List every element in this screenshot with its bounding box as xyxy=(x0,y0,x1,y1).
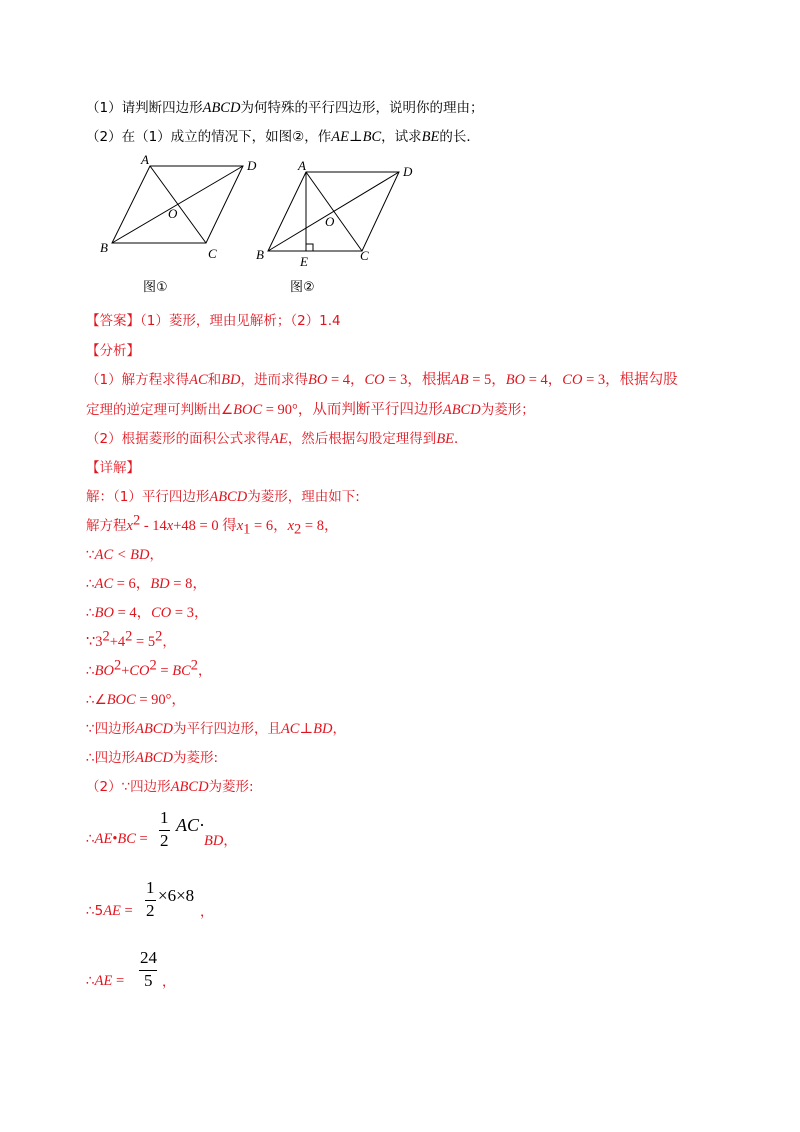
figure-2-label-c: C xyxy=(360,248,369,263)
superscript: 2 xyxy=(155,628,163,645)
text: 为菱形: xyxy=(172,750,219,766)
math-co: CO xyxy=(364,372,385,388)
math-product: ×6×8 xyxy=(158,886,195,905)
detail-step-4 xyxy=(86,575,207,593)
fraction-denominator: 2 xyxy=(160,831,169,850)
detail-step-14-comma: ， xyxy=(162,974,176,990)
text: - 14 xyxy=(140,518,167,534)
detail-step-3 xyxy=(86,546,163,564)
text: ， xyxy=(332,721,346,737)
math-ae-bc: AE•BC xyxy=(94,831,136,847)
subscript: 1 xyxy=(243,521,251,538)
text: = xyxy=(135,831,148,847)
text: = 90°， xyxy=(135,692,186,708)
math-ae: AE xyxy=(103,903,121,919)
text: （2）∵四边形 xyxy=(86,779,171,795)
math-x: x xyxy=(166,518,174,534)
answer-line xyxy=(86,312,341,330)
subscript: 2 xyxy=(294,521,302,538)
figure-1 xyxy=(112,166,243,243)
text: 和 xyxy=(207,372,222,388)
superscript: 2 xyxy=(113,657,122,674)
text: 解方程 xyxy=(86,518,127,534)
math-abcd: ABCD xyxy=(209,489,248,505)
math-co: CO xyxy=(129,663,150,679)
detail-step-6 xyxy=(86,628,176,651)
text: ∴四边形 xyxy=(86,750,136,766)
math-boc: BOC xyxy=(106,692,136,708)
text: ∴ xyxy=(86,576,95,592)
detail-step-1 xyxy=(86,488,360,506)
text: + xyxy=(121,663,130,679)
question-2-be: BE xyxy=(421,129,440,145)
text: ∵四边形 xyxy=(86,721,136,737)
detail-step-11 xyxy=(86,778,254,796)
text: ， xyxy=(162,634,176,650)
superscript: 2 xyxy=(102,628,110,645)
text: 为平行四边形，且 xyxy=(172,721,281,737)
detail-step-13-comma: ， xyxy=(200,904,214,920)
answer-tag: 【答案】 xyxy=(86,313,140,329)
detail-tag: 【详解】 xyxy=(86,460,140,476)
text: = 4， xyxy=(113,605,152,621)
math-x: x xyxy=(126,518,133,534)
text: ，然后根据勾股定理得到 xyxy=(287,431,437,447)
math-abcd: ABCD xyxy=(170,779,209,795)
text: 为菱形，理由如下: xyxy=(247,489,360,505)
text: ∴ xyxy=(86,831,95,847)
text: 为菱形； xyxy=(480,402,535,418)
text: 解：（1）平行四边形 xyxy=(86,489,210,505)
fraction-denominator: 2 xyxy=(146,901,155,920)
text: ， xyxy=(149,547,163,563)
figure-1-label-b: B xyxy=(100,240,108,255)
text: ， xyxy=(198,663,212,679)
superscript: 2 xyxy=(190,657,198,674)
math-ac: AC xyxy=(176,815,200,835)
text: = 8， xyxy=(169,576,207,592)
superscript: 2 xyxy=(132,512,141,529)
figure-2-label-d: D xyxy=(403,164,413,179)
figure-2-label-o: O xyxy=(325,214,335,229)
detail-step-7 xyxy=(86,657,212,680)
text: （1）解方程求得 xyxy=(86,372,190,388)
text: = 3，根据勾股 xyxy=(582,372,678,388)
detail-step-9 xyxy=(86,720,346,738)
figure-2-diagonal-bd xyxy=(268,172,399,251)
figure-1-label-c: C xyxy=(208,246,217,261)
text: ，进而求得 xyxy=(240,372,308,388)
text: 定理的逆定理可判断出∠ xyxy=(86,402,234,418)
text: ． xyxy=(454,431,468,447)
figure-2-right-angle-mark xyxy=(306,244,313,251)
question-2 xyxy=(86,128,480,146)
text: = 5， xyxy=(468,372,506,388)
text: = xyxy=(112,973,125,989)
math-ab: AB xyxy=(450,372,469,388)
math-ac-lt-bd: AC < BD xyxy=(94,547,150,563)
detail-step-5 xyxy=(86,604,208,622)
text: ∵ xyxy=(86,547,95,563)
text: ∴ xyxy=(86,973,95,989)
superscript: 2 xyxy=(125,628,133,645)
geometry-figures xyxy=(90,150,430,275)
text: = xyxy=(156,663,173,679)
math-ae: AE xyxy=(94,973,113,989)
figure-1-label-o: O xyxy=(168,206,178,221)
question-1-text: （1）请判断四边形 xyxy=(86,100,203,116)
question-2-ae-bc: AE⊥BC xyxy=(331,129,382,145)
question-2-text: （2）在（1）成立的情况下，如图②，作 xyxy=(86,129,332,145)
answer-text: （1）菱形，理由见解析；（2）1.4 xyxy=(140,313,341,329)
question-1 xyxy=(86,99,483,117)
text: （2）根据菱形的面积公式求得 xyxy=(86,431,271,447)
analysis-line-1 xyxy=(86,371,678,389)
text: ， xyxy=(223,833,237,849)
detail-step-12 xyxy=(86,830,148,848)
text: = 8， xyxy=(301,518,339,534)
figure-2-label-a: A xyxy=(298,158,306,173)
math-bo: BO xyxy=(94,663,114,679)
math-dot: · xyxy=(199,815,206,835)
math-bo: BO xyxy=(505,372,526,388)
math-abcd: ABCD xyxy=(442,402,481,418)
math-ae: AE xyxy=(270,431,288,447)
question-2-mid: ，试求 xyxy=(381,129,422,145)
math-ac: AC xyxy=(189,372,208,388)
detail-step-13 xyxy=(86,902,133,920)
math-x2: x xyxy=(287,518,295,534)
fraction-numerator: 1 xyxy=(160,808,169,827)
math-co: CO xyxy=(562,372,583,388)
math-boc: BOC xyxy=(233,402,263,418)
text: = 90°，从而判断平行四边形 xyxy=(262,402,443,418)
figure-2-label-e: E xyxy=(300,254,308,269)
analysis-line-2 xyxy=(86,401,535,419)
detail-step-12-tail xyxy=(204,832,237,850)
detail-step-10 xyxy=(86,749,218,767)
math-bc: BC xyxy=(172,663,191,679)
question-1-suffix: 为何特殊的平行四边形，说明你的理由； xyxy=(240,100,484,116)
text: = xyxy=(120,903,133,919)
figure-1-label-a: A xyxy=(141,152,149,167)
superscript: 2 xyxy=(149,657,157,674)
math-abcd: ABCD xyxy=(135,721,173,737)
detail-step-14 xyxy=(86,972,124,990)
figure-2-caption: 图② xyxy=(290,280,315,295)
figure-1-caption: 图① xyxy=(143,280,168,295)
math-x1: x xyxy=(236,518,244,534)
question-1-abcd: ABCD xyxy=(202,100,241,116)
text: ∴5 xyxy=(86,903,104,919)
math-bo: BO xyxy=(307,372,328,388)
detail-step-8 xyxy=(86,691,186,709)
math-abcd: ABCD xyxy=(135,750,173,766)
analysis-line-3 xyxy=(86,430,468,448)
text: +4 xyxy=(109,634,126,650)
text: ∴∠ xyxy=(86,692,107,708)
text: = 3，根据 xyxy=(384,372,451,388)
figure-2 xyxy=(268,172,399,251)
fraction-numerator: 24 xyxy=(140,948,157,967)
text: +48 = 0 得 xyxy=(173,518,237,534)
math-bd: BD xyxy=(150,576,170,592)
text: = 3， xyxy=(171,605,209,621)
text: = 6， xyxy=(250,518,288,534)
math-bo: BO xyxy=(94,605,114,621)
figure-2-label-b: B xyxy=(256,247,264,262)
text: = 5 xyxy=(132,634,156,650)
math-bd: BD xyxy=(204,833,224,849)
text: 为菱形: xyxy=(208,779,254,795)
fraction-denominator: 5 xyxy=(144,971,153,990)
math-ac-perp-bd: AC⊥BD xyxy=(280,721,333,737)
math-co: CO xyxy=(151,605,172,621)
math-ac-big xyxy=(176,816,205,834)
figure-1-diagonal-bd xyxy=(112,166,243,243)
text: = 6， xyxy=(113,576,151,592)
analysis-tag: 【分析】 xyxy=(86,343,140,359)
fraction-numerator: 1 xyxy=(146,878,155,897)
text: ∴ xyxy=(86,605,95,621)
text: ∵3 xyxy=(86,634,103,650)
detail-step-2 xyxy=(86,512,339,538)
figure-1-label-d: D xyxy=(247,158,257,173)
text: = 4， xyxy=(327,372,365,388)
math-ac: AC xyxy=(94,576,114,592)
text: ∴ xyxy=(86,663,95,679)
math-be: BE xyxy=(436,431,455,447)
question-2-suffix: 的长． xyxy=(439,129,480,145)
text: = 4， xyxy=(525,372,563,388)
math-bd: BD xyxy=(221,372,241,388)
